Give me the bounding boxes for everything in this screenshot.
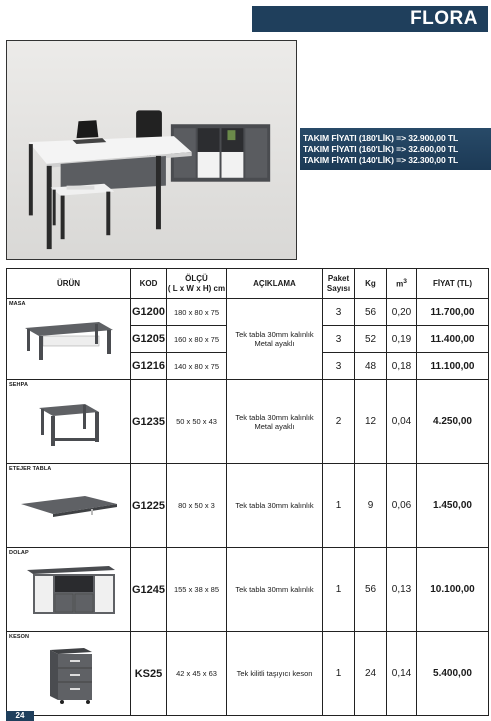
kg-cell: 12 [355, 380, 387, 464]
size-cell: 50 x 50 x 43 [167, 380, 227, 464]
table-row [7, 548, 489, 632]
size-cell: 160 x 80 x 75 [167, 326, 227, 353]
size-header-line1: ÖLÇÜ [185, 273, 208, 283]
size-cell: 180 x 80 x 75 [167, 299, 227, 326]
pack-cell: 3 [323, 299, 355, 326]
price-cell: 11.100,00 [417, 353, 489, 380]
col-header-code: KOD [131, 269, 167, 299]
price-cell: 10.100,00 [417, 548, 489, 632]
office-set-illustration [7, 41, 296, 259]
col-header-product: ÜRÜN [7, 269, 131, 299]
description-cell: Tek tabla 30mm kalınlık [227, 464, 323, 548]
category-label-dolap: DOLAP [9, 550, 29, 556]
set-price-180: TAKIM FİYATI (180'LİK) => 32.900,00 TL [303, 133, 459, 143]
pack-cell: 3 [323, 326, 355, 353]
col-header-pack [323, 269, 355, 299]
col-header-description: AÇIKLAMA [227, 269, 323, 299]
dolap-image-cell [7, 548, 131, 632]
code-cell: G1225 [131, 464, 167, 548]
pack-cell: 1 [323, 632, 355, 716]
size-cell: 42 x 45 x 63 [167, 632, 227, 716]
pack-cell: 1 [323, 548, 355, 632]
page-number: 24 [6, 711, 34, 721]
col-header-size [167, 269, 227, 299]
code-cell: G1200 [131, 299, 167, 326]
category-label-sehpa: SEHPA [9, 382, 29, 388]
m3-cell: 0,19 [387, 326, 417, 353]
category-label-etejer: ETEJER TABLA [9, 466, 52, 472]
price-cell: 4.250,00 [417, 380, 489, 464]
price-cell: 1.450,00 [417, 464, 489, 548]
code-cell: G1245 [131, 548, 167, 632]
m3-cell: 0,14 [387, 632, 417, 716]
col-header-price: FİYAT (TL) [417, 269, 489, 299]
col-header-kg: Kg [355, 269, 387, 299]
table-header-row [7, 269, 489, 299]
drawer-unit-icon [34, 642, 104, 706]
pack-header-line1: Paket [327, 273, 350, 283]
category-label-keson: KESON [9, 634, 30, 640]
table-row [7, 632, 489, 716]
m3-cell: 0,18 [387, 353, 417, 380]
pack-cell: 3 [323, 353, 355, 380]
kg-cell: 52 [355, 326, 387, 353]
kg-cell: 56 [355, 299, 387, 326]
description-cell: Tek tabla 30mm kalınlık [227, 548, 323, 632]
m3-cell: 0,06 [387, 464, 417, 548]
shelf-board-icon [15, 486, 123, 526]
pack-cell: 1 [323, 464, 355, 548]
pack-cell: 2 [323, 380, 355, 464]
set-price-box [300, 128, 491, 170]
category-label-masa: MASA [9, 301, 26, 307]
m3-cell: 0,04 [387, 380, 417, 464]
side-table-icon [29, 394, 109, 450]
masa-description-cell: Tek tabla 30mm kalınlık Metal ayaklı [227, 299, 323, 380]
sehpa-image-cell [7, 380, 131, 464]
m3-cell: 0,20 [387, 299, 417, 326]
col-header-m3 [387, 269, 417, 299]
keson-image-cell [7, 632, 131, 716]
price-cell: 11.400,00 [417, 326, 489, 353]
code-cell: G1216 [131, 353, 167, 380]
m3-header-sup: 3 [403, 278, 407, 286]
description-cell: Tek tabla 30mm kalınlık Metal ayaklı [227, 380, 323, 464]
kg-cell: 9 [355, 464, 387, 548]
m3-header-base: m [396, 279, 404, 289]
cabinet-icon [17, 560, 121, 620]
table-row [7, 380, 489, 464]
description-cell: Tek kilitli taşıyıcı keson [227, 632, 323, 716]
size-cell: 140 x 80 x 75 [167, 353, 227, 380]
etejer-image-cell [7, 464, 131, 548]
price-cell: 11.700,00 [417, 299, 489, 326]
desk-icon [19, 314, 119, 364]
set-price-140: TAKIM FİYATI (140'LİK) => 32.300,00 TL [303, 155, 459, 165]
kg-cell: 24 [355, 632, 387, 716]
code-cell: KS25 [131, 632, 167, 716]
set-price-160: TAKIM FİYATI (160'LİK) => 32.600,00 TL [303, 144, 459, 154]
brand-title: FLORA [252, 6, 488, 32]
table-row [7, 464, 489, 548]
masa-image-cell [7, 299, 131, 380]
size-cell: 80 x 50 x 3 [167, 464, 227, 548]
size-cell: 155 x 38 x 85 [167, 548, 227, 632]
price-cell: 5.400,00 [417, 632, 489, 716]
code-cell: G1235 [131, 380, 167, 464]
pack-header-line2: Sayısı [326, 283, 351, 293]
product-table [6, 268, 489, 716]
code-cell: G1205 [131, 326, 167, 353]
table-row [7, 299, 489, 326]
size-header-line2: ( L x W x H) cm [167, 283, 226, 293]
kg-cell: 56 [355, 548, 387, 632]
product-photo [6, 40, 297, 260]
m3-cell: 0,13 [387, 548, 417, 632]
kg-cell: 48 [355, 353, 387, 380]
